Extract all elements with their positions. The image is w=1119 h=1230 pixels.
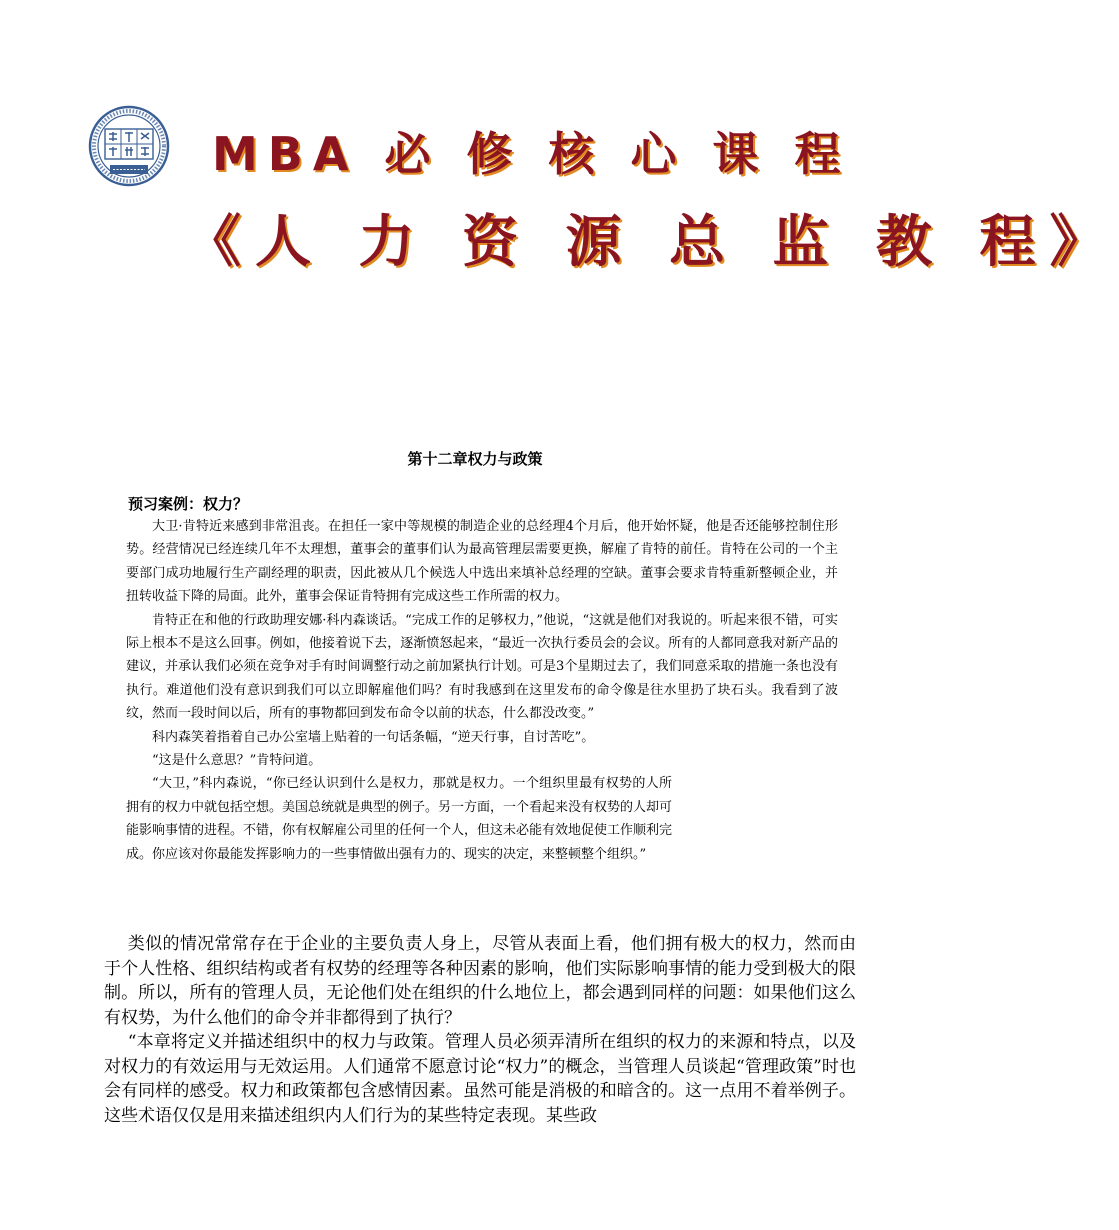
case-heading: 预习案例：权力？ [128,495,249,513]
case-paragraph: “这是什么意思？”肯特问道。 [152,753,322,769]
case-paragraph: “大卫，”科内森说，“你已经认识到什么是权力，那就是权力。一个组织里最有权势的人所拥有的权力中就包括空想。美国总统就是典型的例子。另一方面，一个看起来没有权势的人却可能影响事情的进程。不错，你有权解雇公司里的任何一个人，但这未必能有效地促使工作顺利完成。你应该对你最能发挥影响力的一些事情做出强有力的、现实的决定，来整顿整个组织。” [126,776,673,862]
case-paragraph: 大卫·肯特近来感到非常沮丧。在担任一家中等规模的制造企业的总经理4个月后，他开始怀疑，他是否还能够控制住形势。经营情况已经连续几年不太理想，董事会的董事们认为最高管理层需要更换，解雇了肯特的前任。肯特在公司的一个主要部门成功地履行生产副经理的职责，因此被从几个候选人中选出来填补总经理的空缺。董事会要求肯特重新整顿企业，并扭转收益下降的局面。此外，董事会保证肯特拥有完成这些工作所需的权力。 [126,519,838,605]
body-paragraph: “本章将定义并描述组织中的权力与政策。管理人员必须弄清所在组织的权力的来源和特点，以及对权力的有效运用与无效运用。人们通常不愿意讨论“权力”的概念，当管理人员谈起“管理政策”时也会有同样的感受。权力和政策都包含感情因素。虽然可能是消极的和暗含的。这一点用不着举例子。这些术语仅仅是用来描述组织内人们行为的某些特定表现。某些政 [104,1032,856,1126]
case-paragraph: 肯特正在和他的行政助理安娜·科内森谈话。“完成工作的足够权力，”他说，“这就是他们对我说的。听起来很不错，可实际上根本不是这么回事。例如，他接着说下去，逐渐愤怒起来，“最近一次执行委员会的会议。所有的人都同意我对新产品的建议，并承认我们必须在竞争对手有时间调整行动之前加紧执行计划。可是3个星期过去了，我们同意采取的措施一条也没有执行。难道他们没有意识到我们可以立即解雇他们吗？有时我感到在这里发布的命令像是往水里扔了块石头。我看到了波纹，然而一段时间以后，所有的事物都回到发布命令以前的状态，什么都没改变。” [126,612,838,722]
body-paragraph: 类似的情况常常存在于企业的主要负责人身上，尽管从表面上看，他们拥有极大的权力，然而由于个人性格、组织结构或者有权势的经理等各种因素的影响，他们实际影响事情的能力受到极大的限制。所以，所有的管理人员，无论他们处在组织的什么地位上，都会遇到同样的问题：如果他们这么有权势，为什么他们的命令并非都得到了执行？ [104,934,856,1028]
body-text [104,932,856,1128]
course-title: MBA 必 修 核 心 课 程 [212,127,851,181]
book-title: 《人 力 资 源 总 监 教 程》 [185,210,1119,275]
case-paragraph: 科内森笑着指着自己办公室墙上贴着的一句话条幅，“逆天行事，自讨苦吃”。 [152,729,595,745]
university-seal-logo [88,105,170,187]
case-study-text [126,515,838,866]
chapter-title: 第十二章权力与政策 [407,450,543,468]
